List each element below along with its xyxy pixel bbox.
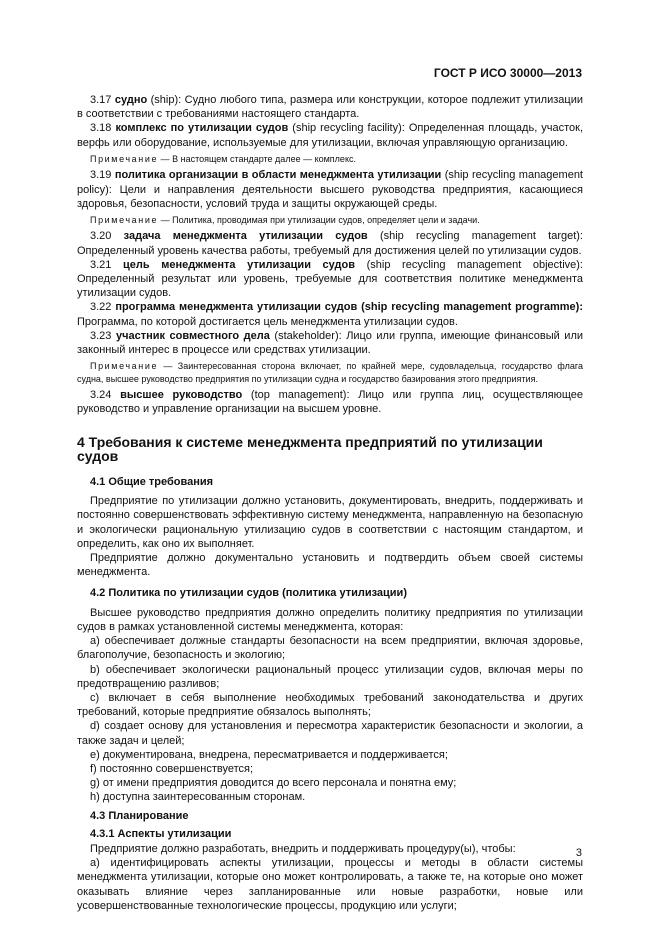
note-3-18: Примечание — В настоящем стандарте далее — комплекс. xyxy=(90,153,356,164)
note-3-23: Примечание — Заинтересованная сторона включает, по крайней мере, судовладельца, государство флага судна, высшее руководство предприятия по утилизации судна и государство базирования этого предприятия. xyxy=(77,361,583,384)
section-4-2-paragraph: Высшее руководство предприятия должно определить политику предприятия по утилизации судов в рамках установленной системы менеджмента, которая: xyxy=(77,606,583,633)
section-4-1-heading: 4.1 Общие требования xyxy=(90,476,214,489)
section-4-3-1-paragraph: Предприятие должно разработать, внедрить и поддерживать процедуру(ы), чтобы: xyxy=(90,842,516,855)
list-item-e: e) документирована, внедрена, пересматривается и поддерживается; xyxy=(90,748,448,761)
term-3-19: 3.19 политика организации в области менеджмента утилизации (ship recycling management policy): Цели и направления деятельности высшего руководства предприятия, касающиеся здоровья, безопасности, условий труда и защиты окружающей среды. xyxy=(77,169,583,210)
running-header: ГОСТ Р ИСО 30000—2013 xyxy=(433,66,582,80)
list-item-d: d) создает основу для установления и пересмотра характеристик безопасности и экологии, а также задач и целей; xyxy=(77,720,583,747)
page-number: 3 xyxy=(575,847,582,859)
section-4-1-paragraph-2: Предприятие должно документально установить и подтвердить объем своей системы менеджмента. xyxy=(77,552,583,579)
list-item-c: c) включает в себя выполнение необходимых требований законодательства и других требований, которые предприятие обязалось выполнять; xyxy=(77,691,583,719)
page-content xyxy=(77,93,583,913)
section-4-3-heading: 4.3 Планирование xyxy=(90,809,189,822)
term-3-17: 3.17 судно (ship): Судно любого типа, размера или конструкции, которое подлежит утилизации в соответствии с требованиями настоящего стандарта. xyxy=(77,94,583,121)
term-3-21: 3.21 цель менеджмента утилизации судов (ship recycling management objective): Определенный результат или уровень, требуемые для соответствия политике менеджмента утилизации судов. xyxy=(77,258,583,300)
list-item-a: a) обеспечивает должные стандарты безопасности на всем предприятии, включая здоровье, благополучие, безопасность и экологию; xyxy=(77,635,583,662)
section-4-1-paragraph-1: Предприятие по утилизации должно установить, документировать, внедрить, поддерживать и постоянно совершенствовать эффективную систему менеджмента, направленную на безопасную и экологически рациональную утилизацию судов в соответствии с настоящим стандартом, и определить, как оно их выполняет. xyxy=(77,495,583,550)
list-item-g: g) от имени предприятия доводится до всего персонала и понятна ему; xyxy=(90,777,457,790)
term-3-20: 3.20 задача менеджмента утилизации судов (ship recycling management target): Определенный уровень качества работы, требуемый для достижения целей по утилизации судов. xyxy=(77,230,583,257)
section-4-3-1-heading: 4.3.1 Аспекты утилизации xyxy=(90,827,232,840)
term-3-24: 3.24 высшее руководство (top management): Лицо или группа лиц, осуществляющее руководство и управление организации на высшем уровне. xyxy=(77,389,583,416)
term-3-18: 3.18 комплекс по утилизации судов (ship recycling facility): Определенная площадь, участок, верфь или оборудование, используемые для утилизации, включая управляющую организацию. xyxy=(77,122,584,149)
note-3-19: Примечание — Политика, проводимая при утилизации судов, определяет цели и задачи. xyxy=(90,214,480,225)
list-item-h: h) доступна заинтересованным сторонам. xyxy=(90,791,306,804)
section-4-2-heading: 4.2 Политика по утилизации судов (политика утилизации) xyxy=(90,587,407,600)
term-3-23: 3.23 участник совместного дела (stakeholder): Лицо или группа, имеющие финансовый или законный интерес в процессе или средствах утилизации. xyxy=(77,329,584,357)
list-item-f: f) постоянно совершенствуется; xyxy=(90,762,254,775)
section-4-3-1-item-a: a) идентифицировать аспекты утилизации, процессы и методы в области системы менеджмента утилизации, которые оно может контролировать, а также те, на которые оно может оказывать влияние через запланированные или новые разработки, новые или усовершенствованные технологические процессы, продукцию или услуги; xyxy=(77,857,583,912)
term-3-22: 3.22 программа менеджмента утилизации судов (ship recycling management programme): Программа, по которой достигается цель менеджмента утилизации судов. xyxy=(77,301,584,328)
section-4-heading: 4 Требования к системе менеджмента предприятий по утилизации судов xyxy=(77,433,543,464)
list-item-b: b) обеспечивает экологически рациональный процесс утилизации судов, включая меры по предотвращению разливов; xyxy=(77,663,583,690)
